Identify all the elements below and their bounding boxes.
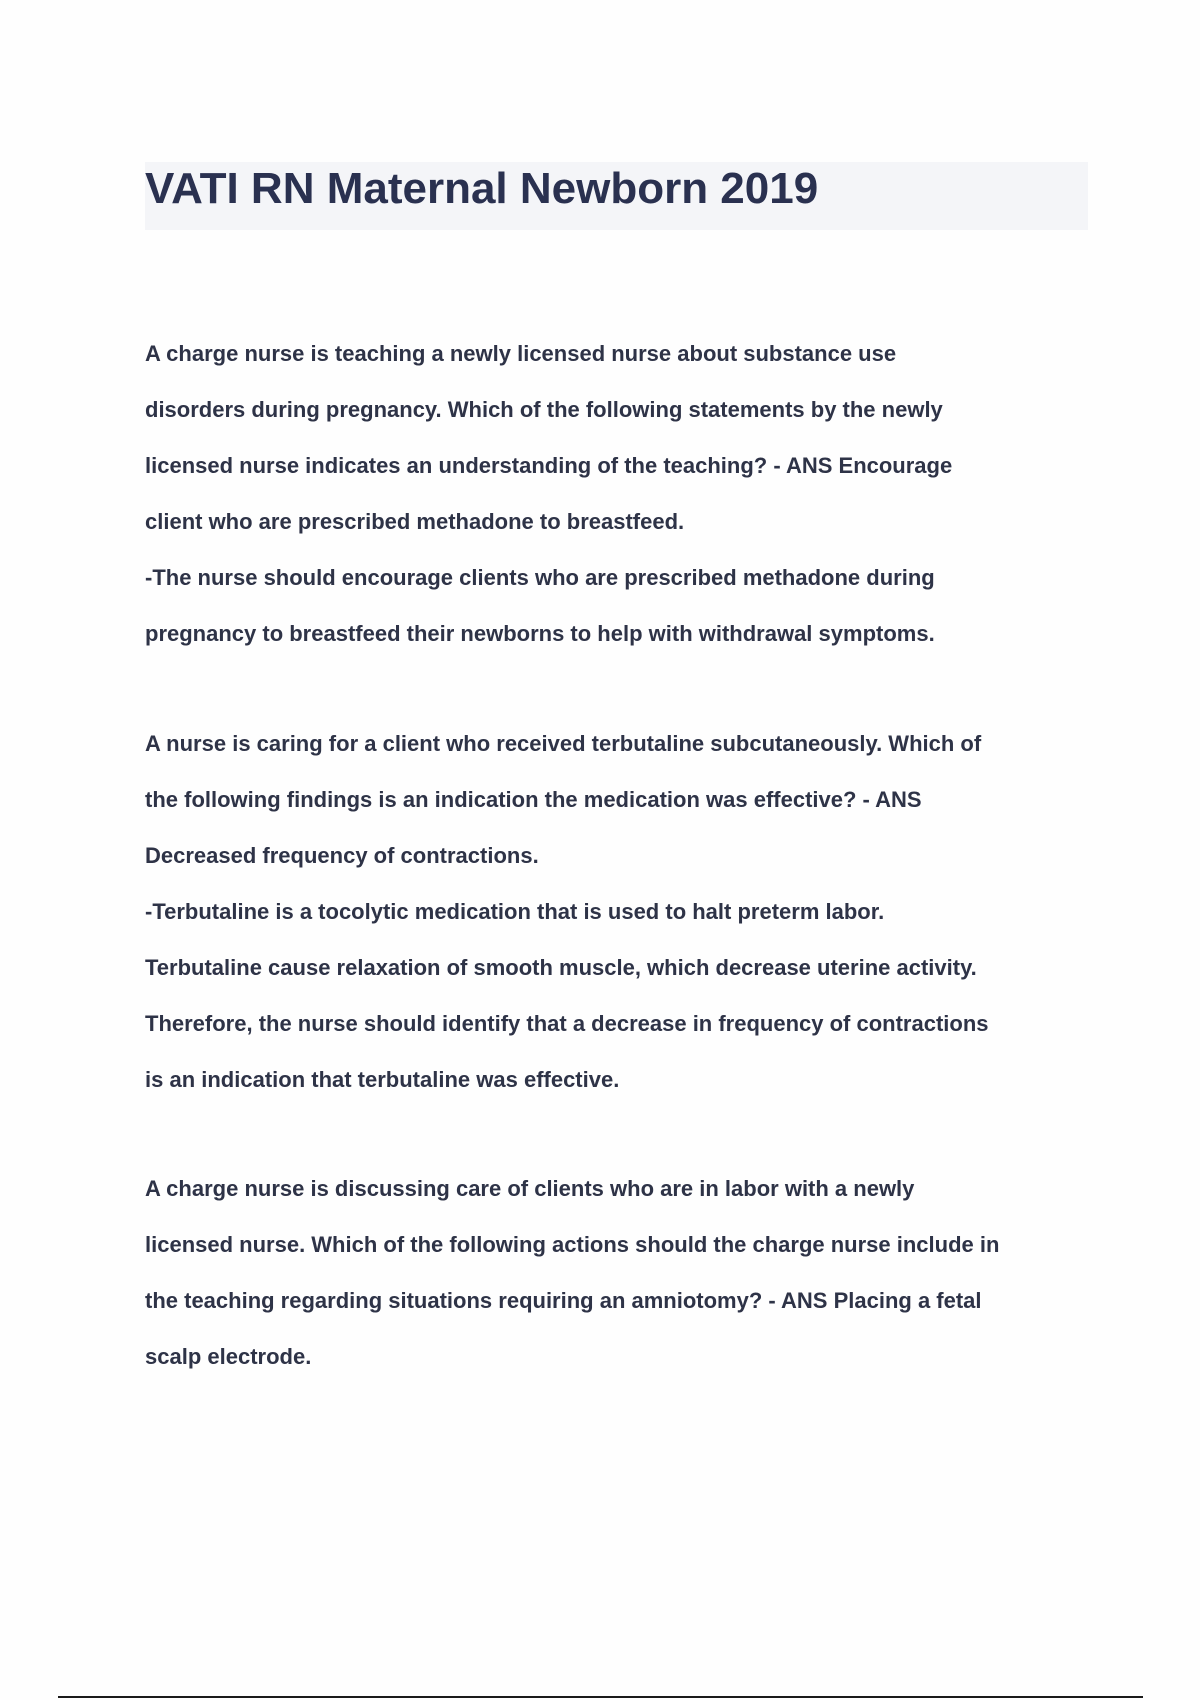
- text-line: licensed nurse. Which of the following actions should the charge nurse include in: [145, 1232, 1000, 1257]
- question-block-2: [145, 728, 1095, 1120]
- text-line: -The nurse should encourage clients who are prescribed methadone during: [145, 565, 935, 590]
- text-line: client who are prescribed methadone to breastfeed.: [145, 509, 685, 534]
- footer-divider: [58, 1696, 1143, 1698]
- text-line: A charge nurse is teaching a newly licensed nurse about substance use: [145, 341, 897, 366]
- text-line: disorders during pregnancy. Which of the following statements by the newly: [145, 397, 943, 422]
- text-line: A charge nurse is discussing care of clients who are in labor with a newly: [145, 1176, 915, 1201]
- text-line: the teaching regarding situations requiring an amniotomy? - ANS Placing a fetal: [145, 1288, 982, 1313]
- text-line: A nurse is caring for a client who received terbutaline subcutaneously. Which of: [145, 731, 982, 756]
- question-block-3: [145, 1173, 1095, 1397]
- text-line: pregnancy to breastfeed their newborns to help with withdrawal symptoms.: [145, 621, 935, 646]
- text-line: scalp electrode.: [145, 1344, 312, 1369]
- page-title: VATI RN Maternal Newborn 2019: [145, 164, 819, 213]
- text-line: is an indication that terbutaline was effective.: [145, 1067, 620, 1092]
- text-line: licensed nurse indicates an understanding of the teaching? - ANS Encourage: [145, 453, 953, 478]
- question-block-1: [145, 338, 1095, 674]
- text-line: Terbutaline cause relaxation of smooth muscle, which decrease uterine activity.: [145, 955, 977, 980]
- text-line: Decreased frequency of contractions.: [145, 843, 539, 868]
- text-line: the following findings is an indication the medication was effective? - ANS: [145, 787, 922, 812]
- text-line: Therefore, the nurse should identify that a decrease in frequency of contractions: [145, 1011, 989, 1036]
- text-line: -Terbutaline is a tocolytic medication that is used to halt preterm labor.: [145, 899, 885, 924]
